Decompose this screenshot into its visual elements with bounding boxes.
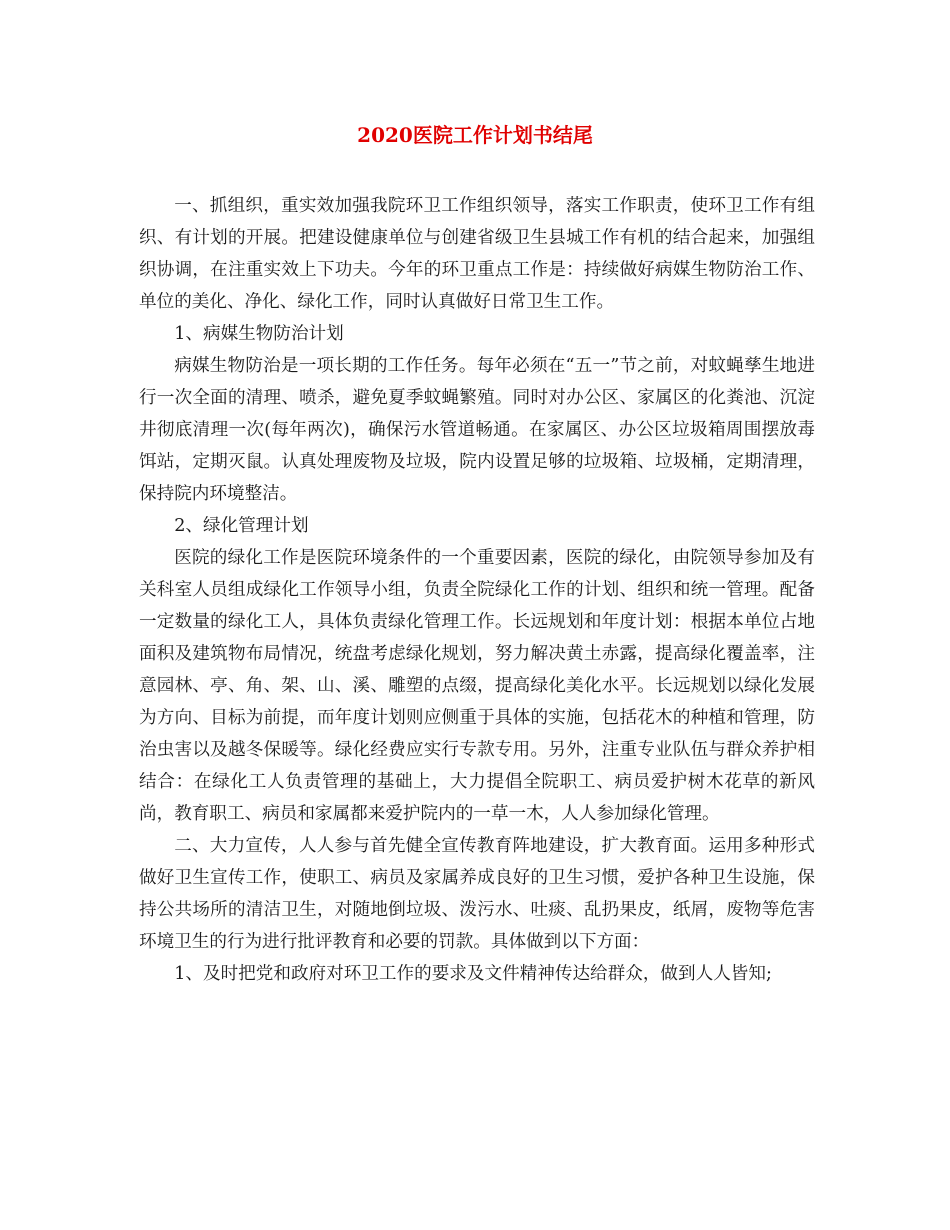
document-title: 2020医院工作计划书结尾 [357, 123, 593, 147]
paragraph: 病媒生物防治是一项长期的工作任务。每年必须在“五一”节之前，对蚊蝇孳生地进行一次全面的清理、喷杀，避免夏季蚊蝇繁殖。同时对办公区、家属区的化粪池、沉淀井彻底清理一次(每年两次)，确保污水管道畅通。在家属区、办公区垃圾箱周围摆放毒饵站，定期灭鼠。认真处理废物及垃圾，院内设置足够的垃圾箱、垃圾桶，定期清理，保持院内环境整洁。 [139, 356, 815, 504]
section-heading: 2、绿化管理计划 [174, 516, 309, 536]
section-heading: 1、病媒生物防治计划 [174, 324, 344, 344]
paragraph: 二、大力宣传，人人参与首先健全宣传教育阵地建设，扩大教育面。运用多种形式做好卫生宣传工作，使职工、病员及家属养成良好的卫生习惯，爱护各种卫生设施，保持公共场所的清洁卫生，对随地倒垃圾、泼污水、吐痰、乱扔果皮，纸屑，废物等危害环境卫生的行为进行批评教育和必要的罚款。具体做到以下方面： [139, 836, 815, 952]
paragraph: 一、抓组织，重实效加强我院环卫工作组织领导，落实工作职责，使环卫工作有组织、有计划的开展。把建设健康单位与创建省级卫生县城工作有机的结合起来，加强组织协调，在注重实效上下功夫。今年的环卫重点工作是：持续做好病媒生物防治工作、单位的美化、净化、绿化工作，同时认真做好日常卫生工作。 [139, 196, 815, 312]
paragraph: 1、及时把党和政府对环卫工作的要求及文件精神传达给群众，做到人人皆知; [174, 964, 772, 984]
document-body [139, 190, 815, 990]
paragraph: 医院的绿化工作是医院环境条件的一个重要因素，医院的绿化，由院领导参加及有关科室人员组成绿化工作领导小组，负责全院绿化工作的计划、组织和统一管理。配备一定数量的绿化工人，具体负责绿化管理工作。长远规划和年度计划：根据本单位占地面积及建筑物布局情况，统盘考虑绿化规划，努力解决黄土赤露，提高绿化覆盖率，注意园林、亭、角、架、山、溪、雕塑的点缀，提高绿化美化水平。长远规划以绿化发展为方向、目标为前提，而年度计划则应侧重于具体的实施，包括花木的种植和管理，防治虫害以及越冬保暖等。绿化经费应实行专款专用。另外，注重专业队伍与群众养护相结合：在绿化工人负责管理的基础上，大力提倡全院职工、病员爱护树木花草的新风尚，教育职工、病员和家属都来爱护院内的一草一木，人人参加绿化管理。 [139, 548, 815, 824]
